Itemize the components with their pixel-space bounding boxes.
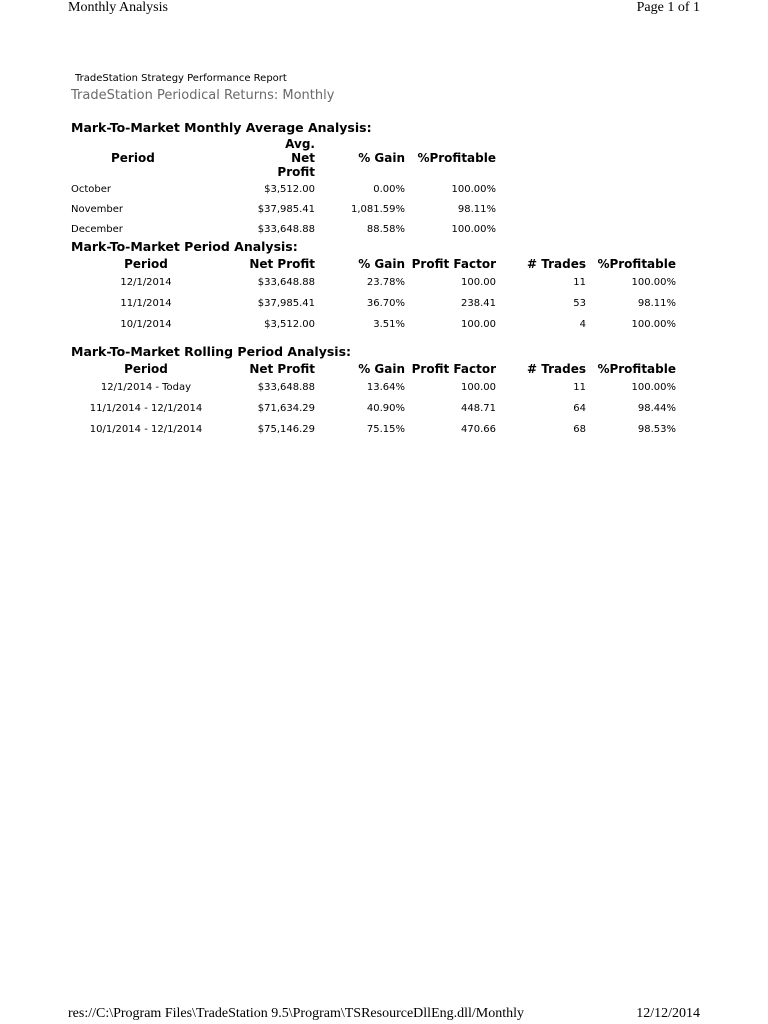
- report-title: TradeStation Periodical Returns: Monthly: [71, 88, 335, 103]
- header-profitable: %Profitable: [597, 256, 676, 271]
- period-analysis-header-row: [71, 255, 676, 272]
- cell-period: December: [71, 223, 123, 235]
- cell-period: 11/1/2014 - 12/1/2014: [89, 403, 203, 414]
- cell-trades: 68: [573, 424, 586, 435]
- cell-profit-factor: 470.66: [461, 424, 496, 435]
- cell-profitable: 98.53%: [637, 424, 676, 435]
- header-profit-factor: Profit Factor: [411, 256, 496, 271]
- rolling-analysis-title: Mark-To-Market Rolling Period Analysis:: [71, 344, 352, 359]
- cell-net-profit: $33,648.88: [257, 277, 315, 288]
- cell-net-profit: $3,512.00: [264, 319, 315, 330]
- report-label: TradeStation Strategy Performance Report: [75, 73, 287, 84]
- cell-gain: 36.70%: [366, 298, 405, 309]
- header-net-profit: Net Profit: [249, 361, 315, 376]
- table-row: [71, 293, 676, 314]
- table-row: [71, 377, 676, 398]
- cell-profitable: 100.00%: [451, 183, 496, 195]
- table-row: [71, 419, 676, 440]
- cell-gain: 1,081.59%: [350, 203, 405, 215]
- header-period: Period: [124, 256, 168, 271]
- print-footer-url: res://C:\Program Files\TradeStation 9.5\Program\TSResourceDllEng.dll/Monthly: [68, 1006, 525, 1021]
- print-header-title: Monthly Analysis: [68, 0, 168, 15]
- header-net-profit: Net Profit: [249, 256, 315, 271]
- cell-gain: 40.90%: [366, 403, 405, 414]
- cell-net-profit: $37,985.41: [257, 298, 315, 309]
- cell-net-profit: $75,146.29: [257, 424, 315, 435]
- table-row: [71, 179, 496, 199]
- cell-gain: 3.51%: [373, 319, 405, 330]
- header-trades: # Trades: [527, 256, 586, 271]
- table-row: [71, 272, 676, 293]
- cell-trades: 64: [573, 403, 586, 414]
- header-gain: % Gain: [358, 361, 405, 376]
- cell-trades: 11: [573, 277, 586, 288]
- header-avg-net-profit: Avg. Net Profit: [277, 137, 315, 179]
- cell-profitable: 98.11%: [457, 203, 496, 215]
- table-row: [71, 398, 676, 419]
- print-footer: [68, 1004, 700, 1024]
- rolling-analysis-table: [71, 360, 676, 440]
- cell-avg-net-profit: $37,985.41: [257, 203, 315, 215]
- cell-profit-factor: 100.00: [461, 319, 496, 330]
- header-period: Period: [111, 151, 155, 165]
- cell-profitable: 100.00%: [631, 319, 676, 330]
- cell-period: November: [71, 203, 124, 215]
- cell-avg-net-profit: $33,648.88: [257, 223, 315, 235]
- cell-period: October: [71, 183, 112, 195]
- cell-trades: 53: [573, 298, 586, 309]
- period-analysis-table: [71, 255, 676, 335]
- header-period: Period: [124, 361, 168, 376]
- cell-gain: 75.15%: [366, 424, 405, 435]
- cell-profit-factor: 238.41: [461, 298, 496, 309]
- cell-period: 11/1/2014: [120, 298, 172, 309]
- cell-period: 12/1/2014: [120, 277, 172, 288]
- print-footer-date: 12/12/2014: [636, 1006, 700, 1021]
- rolling-analysis-header-row: [71, 360, 676, 377]
- monthly-average-header-row: [71, 137, 496, 179]
- header-trades: # Trades: [527, 361, 586, 376]
- cell-net-profit: $33,648.88: [257, 382, 315, 393]
- print-header-page: Page 1 of 1: [636, 0, 700, 15]
- cell-profit-factor: 448.71: [461, 403, 496, 414]
- cell-profitable: 100.00%: [451, 223, 496, 235]
- cell-gain: 0.00%: [373, 183, 405, 195]
- cell-gain: 88.58%: [366, 223, 405, 235]
- header-gain: % Gain: [358, 256, 405, 271]
- table-row: [71, 314, 676, 335]
- table-row: [71, 199, 496, 219]
- header-gain: % Gain: [358, 151, 405, 165]
- cell-period: 12/1/2014 - Today: [100, 382, 192, 393]
- cell-profit-factor: 100.00: [461, 277, 496, 288]
- cell-profit-factor: 100.00: [461, 382, 496, 393]
- period-analysis-title: Mark-To-Market Period Analysis:: [71, 239, 298, 254]
- cell-profitable: 98.44%: [637, 403, 676, 414]
- header-profitable: %Profitable: [597, 361, 676, 376]
- cell-period: 10/1/2014 - 12/1/2014: [89, 424, 203, 435]
- cell-trades: 4: [579, 319, 586, 330]
- table-row: [71, 219, 496, 239]
- print-header: [68, 0, 700, 18]
- cell-avg-net-profit: $3,512.00: [264, 183, 315, 195]
- cell-profitable: 100.00%: [631, 277, 676, 288]
- cell-net-profit: $71,634.29: [257, 403, 315, 414]
- header-profit-factor: Profit Factor: [411, 361, 496, 376]
- header-profitable: %Profitable: [417, 151, 496, 165]
- monthly-average-title: Mark-To-Market Monthly Average Analysis:: [71, 120, 372, 135]
- cell-gain: 23.78%: [366, 277, 405, 288]
- cell-gain: 13.64%: [366, 382, 405, 393]
- cell-profitable: 98.11%: [637, 298, 676, 309]
- cell-profitable: 100.00%: [631, 382, 676, 393]
- cell-period: 10/1/2014: [120, 319, 172, 330]
- cell-trades: 11: [573, 382, 586, 393]
- monthly-average-table: [71, 137, 496, 239]
